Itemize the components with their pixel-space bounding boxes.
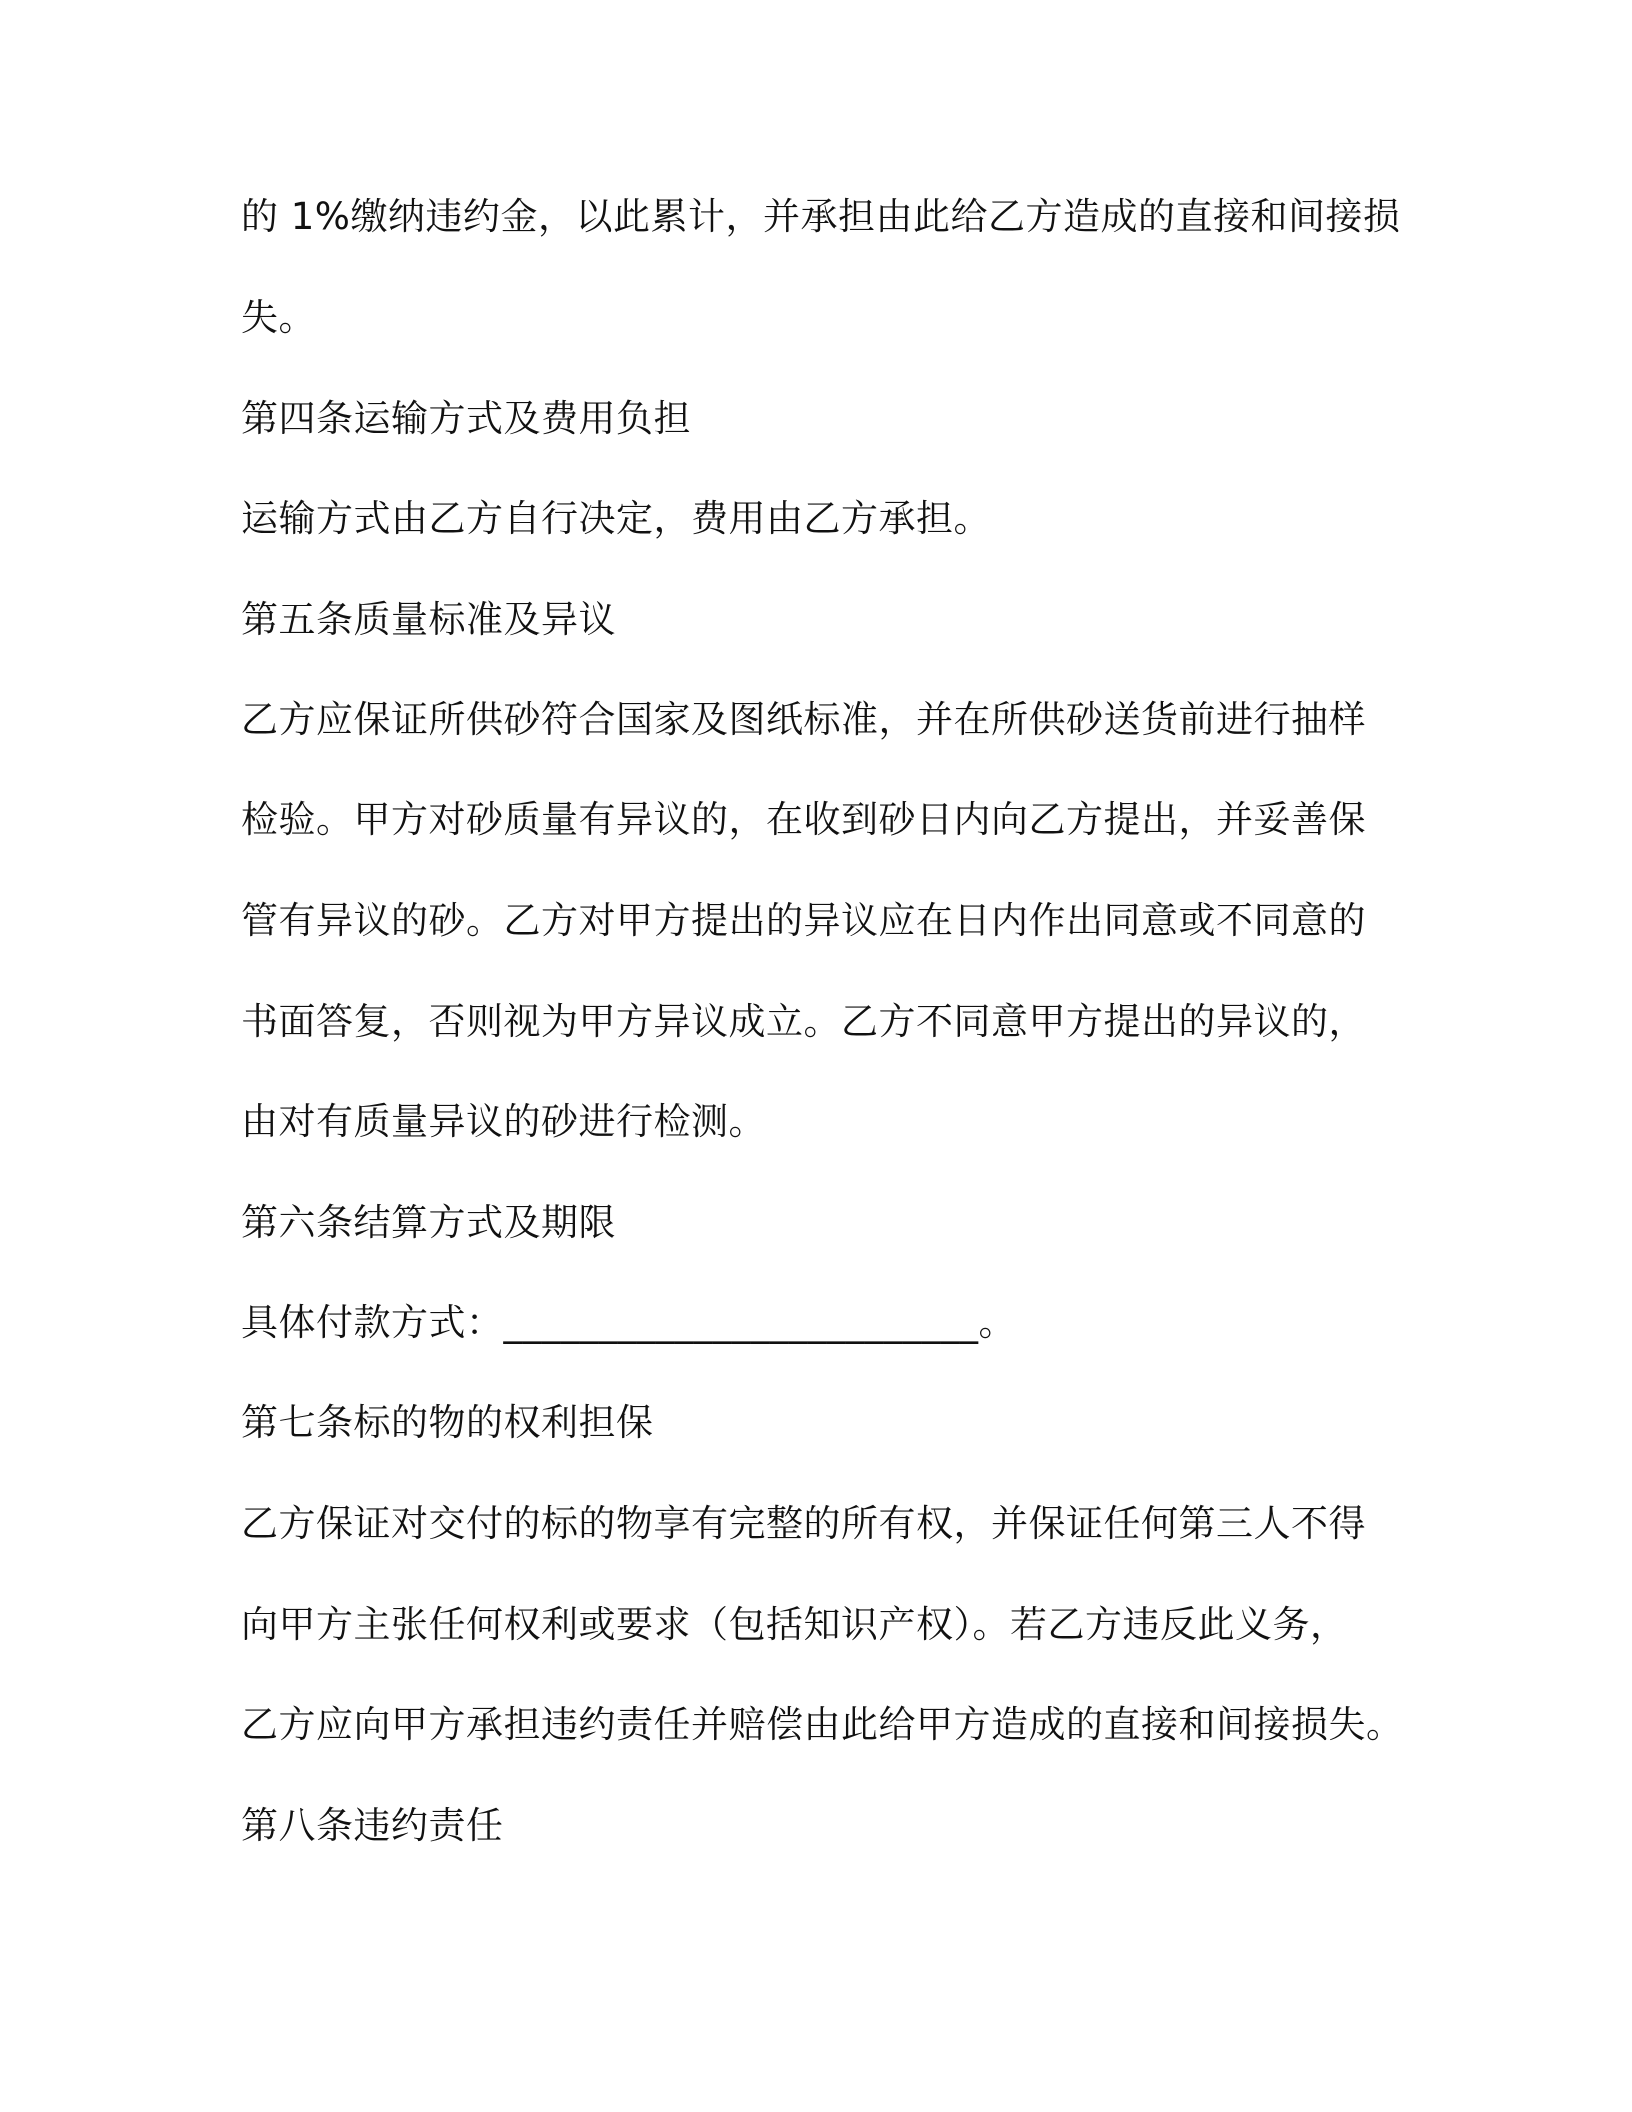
paragraph-line: 检验。甲方对砂质量有异议的，在收到砂日内向乙方提出，并妥善保 [241,798,1366,841]
paragraph-line: 运输方式由乙方自行决定，费用由乙方承担。 [241,497,991,540]
section-heading-5: 第五条质量标准及异议 [241,598,616,641]
paragraph-line: 书面答复，否则视为甲方异议成立。乙方不同意甲方提出的异议的， [241,1000,1366,1043]
section-heading-7: 第七条标的物的权利担保 [241,1401,654,1444]
payment-method-line: 具体付款方式：_________________________。 [241,1301,1016,1344]
section-heading-8: 第八条违约责任 [241,1804,504,1847]
paragraph-line: 向甲方主张任何权利或要求（包括知识产权）。若乙方违反此义务， [241,1603,1348,1646]
paragraph-line: 失。 [241,296,316,339]
section-heading-4: 第四条运输方式及费用负担 [241,397,691,440]
paragraph-line: 由对有质量异议的砂进行检测。 [241,1100,766,1143]
paragraph-line: 乙方应向甲方承担违约责任并赔偿由此给甲方造成的直接和间接损失。 [241,1703,1404,1746]
paragraph-line: 管有异议的砂。乙方对甲方提出的异议应在日内作出同意或不同意的 [241,899,1366,942]
paragraph-line: 的 1%缴纳违约金，以此累计，并承担由此给乙方造成的直接和间接损 [241,195,1401,238]
paragraph-line: 乙方保证对交付的标的物享有完整的所有权，并保证任何第三人不得 [241,1502,1366,1545]
paragraph-line: 乙方应保证所供砂符合国家及图纸标准，并在所供砂送货前进行抽样 [241,698,1366,741]
section-heading-6: 第六条结算方式及期限 [241,1201,616,1244]
